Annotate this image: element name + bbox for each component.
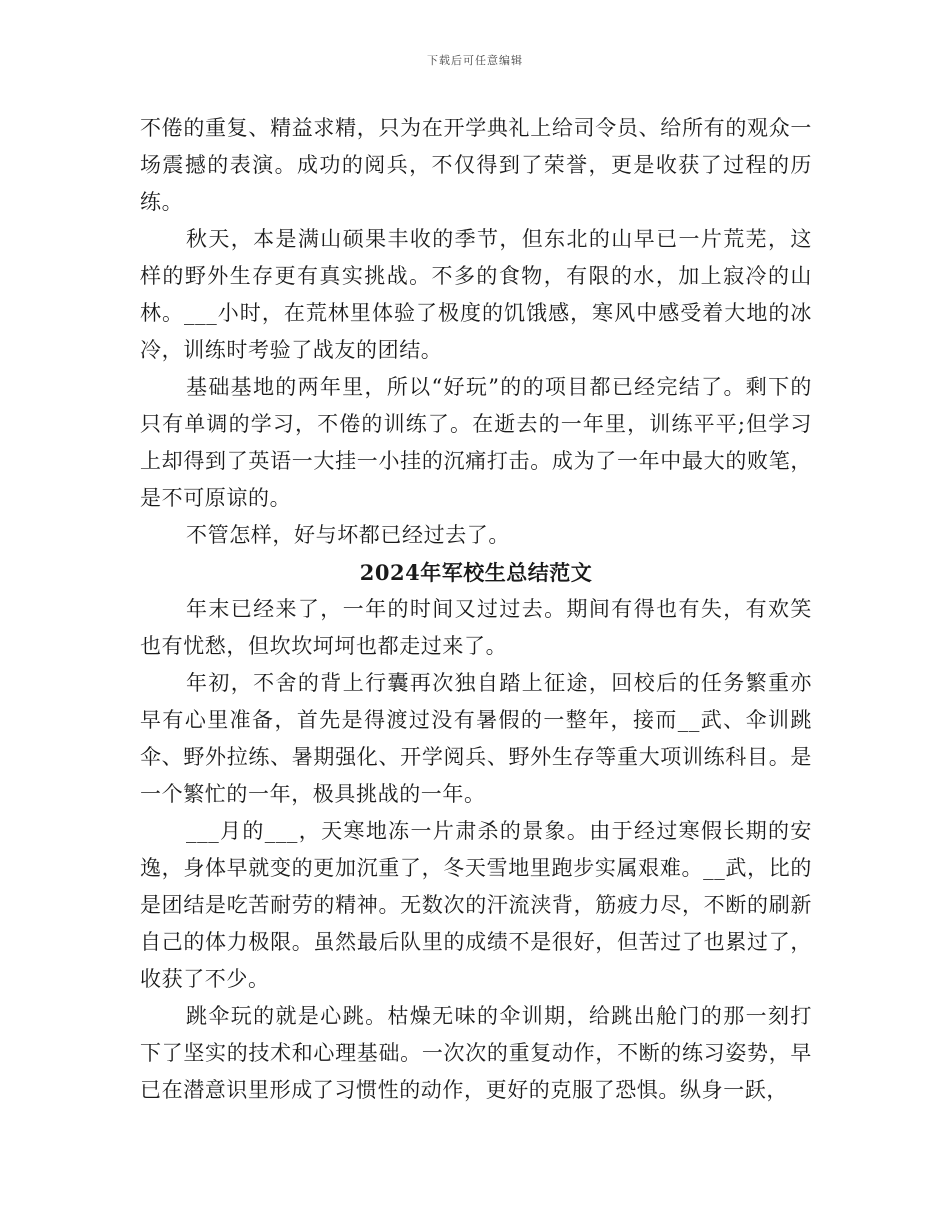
paragraph: 年末已经来了，一年的时间又过过去。期间有得也有失，有欢笑也有忧愁，但坎坎坷坷也都走过来了。 (140, 597, 812, 658)
section-title: 2024年军校生总结范文 (359, 560, 593, 585)
paragraph: ___月的___，天寒地冻一片肃杀的景象。由于经过寒假长期的安逸，身体早就变的更加沉重了，冬天雪地里跑步实属艰难。__武，比的是团结是吃苦耐劳的精神。无数次的汗流浃背，筋疲力尽，不断的刷新自己的体力极限。虽然最后队里的成绩不是很好，但苦过了也累过了，收获了不少。 (140, 819, 812, 991)
paragraph: 秋天，本是满山硕果丰收的季节，但东北的山早已一片荒芜，这样的野外生存更有真实挑战。不多的食物，有限的水，加上寂冷的山林。___小时，在荒林里体验了极度的饥饿感，寒风中感受着大地的冰冷，训练时考验了战友的团结。 (140, 227, 812, 362)
page-header-note: 下载后可任意编辑 (427, 54, 523, 67)
paragraph: 跳伞玩的就是心跳。枯燥无味的伞训期，给跳出舱门的那一刻打下了坚实的技术和心理基础。一次次的重复动作，不断的练习姿势，早已在潜意识里形成了习惯性的动作，更好的克服了恐惧。纵身一跃， (140, 1004, 812, 1102)
paragraph: 不倦的重复、精益求精，只为在开学典礼上给司令员、给所有的观众一场震撼的表演。成功的阅兵，不仅得到了荣誉，更是收获了过程的历练。 (140, 116, 812, 214)
document-body (140, 110, 812, 1109)
paragraph: 基础基地的两年里，所以“好玩”的的项目都已经完结了。剩下的只有单调的学习，不倦的训练了。在逝去的一年里，训练平平;但学习上却得到了英语一大挂一小挂的沉痛打击。成为了一年中最大的败笔，是不可原谅的。 (140, 375, 812, 510)
paragraph: 不管怎样，好与坏都已经过去了。 (186, 523, 510, 547)
paragraph: 年初，不舍的背上行囊再次独自踏上征途，回校后的任务繁重亦早有心里准备，首先是得渡过没有暑假的一整年，接而__武、伞训跳伞、野外拉练、暑期强化、开学阅兵、野外生存等重大项训练科目。是一个繁忙的一年，极具挑战的一年。 (140, 671, 812, 806)
